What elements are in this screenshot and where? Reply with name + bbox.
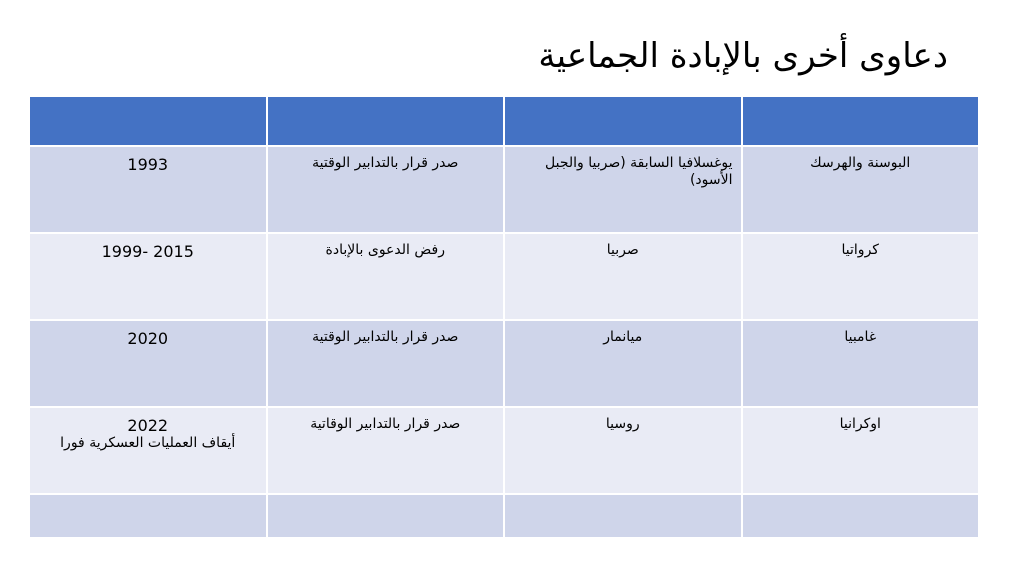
empty-cell — [29, 494, 267, 538]
year-text: 2020 — [127, 329, 169, 348]
cases-table — [28, 95, 980, 539]
claimant-cell: البوسنة والهرسك — [742, 146, 980, 233]
empty-cell — [742, 494, 980, 538]
claimant-cell: كرواتيا — [742, 233, 980, 320]
outcome-cell: رفض الدعوى بالإبادة — [267, 233, 505, 320]
respondent-cell: ميانمار — [504, 320, 742, 407]
claimant-cell: اوكرانيا — [742, 407, 980, 494]
table-row-empty — [29, 494, 979, 538]
table-row — [29, 146, 979, 233]
year-text: 1993 — [127, 155, 169, 174]
header-cell — [504, 96, 742, 146]
year-cell — [29, 407, 267, 494]
year-note: أيقاف العمليات العسكرية فورا — [60, 435, 236, 451]
year-cell — [29, 320, 267, 407]
table-row — [29, 233, 979, 320]
year-text: 2022 — [127, 416, 169, 435]
year-text: 1999- 2015 — [101, 242, 194, 261]
respondent-cell: صربيا — [504, 233, 742, 320]
table-row — [29, 320, 979, 407]
slide-title: دعاوى أخرى بالإبادة الجماعية — [538, 36, 948, 76]
empty-cell — [267, 494, 505, 538]
respondent-cell: روسيا — [504, 407, 742, 494]
outcome-cell: صدر قرار بالتدابير الوقتية — [267, 146, 505, 233]
header-cell — [267, 96, 505, 146]
outcome-cell: صدر قرار بالتدابير الوقتية — [267, 320, 505, 407]
respondent-cell: يوغسلافيا السابقة (صربيا والجبل الأسود) — [504, 146, 742, 233]
outcome-cell: صدر قرار بالتدابير الوقاتية — [267, 407, 505, 494]
year-cell — [29, 146, 267, 233]
table-header-row — [29, 96, 979, 146]
year-cell — [29, 233, 267, 320]
header-cell — [742, 96, 980, 146]
header-cell — [29, 96, 267, 146]
table-row — [29, 407, 979, 494]
claimant-cell: غامبيا — [742, 320, 980, 407]
empty-cell — [504, 494, 742, 538]
